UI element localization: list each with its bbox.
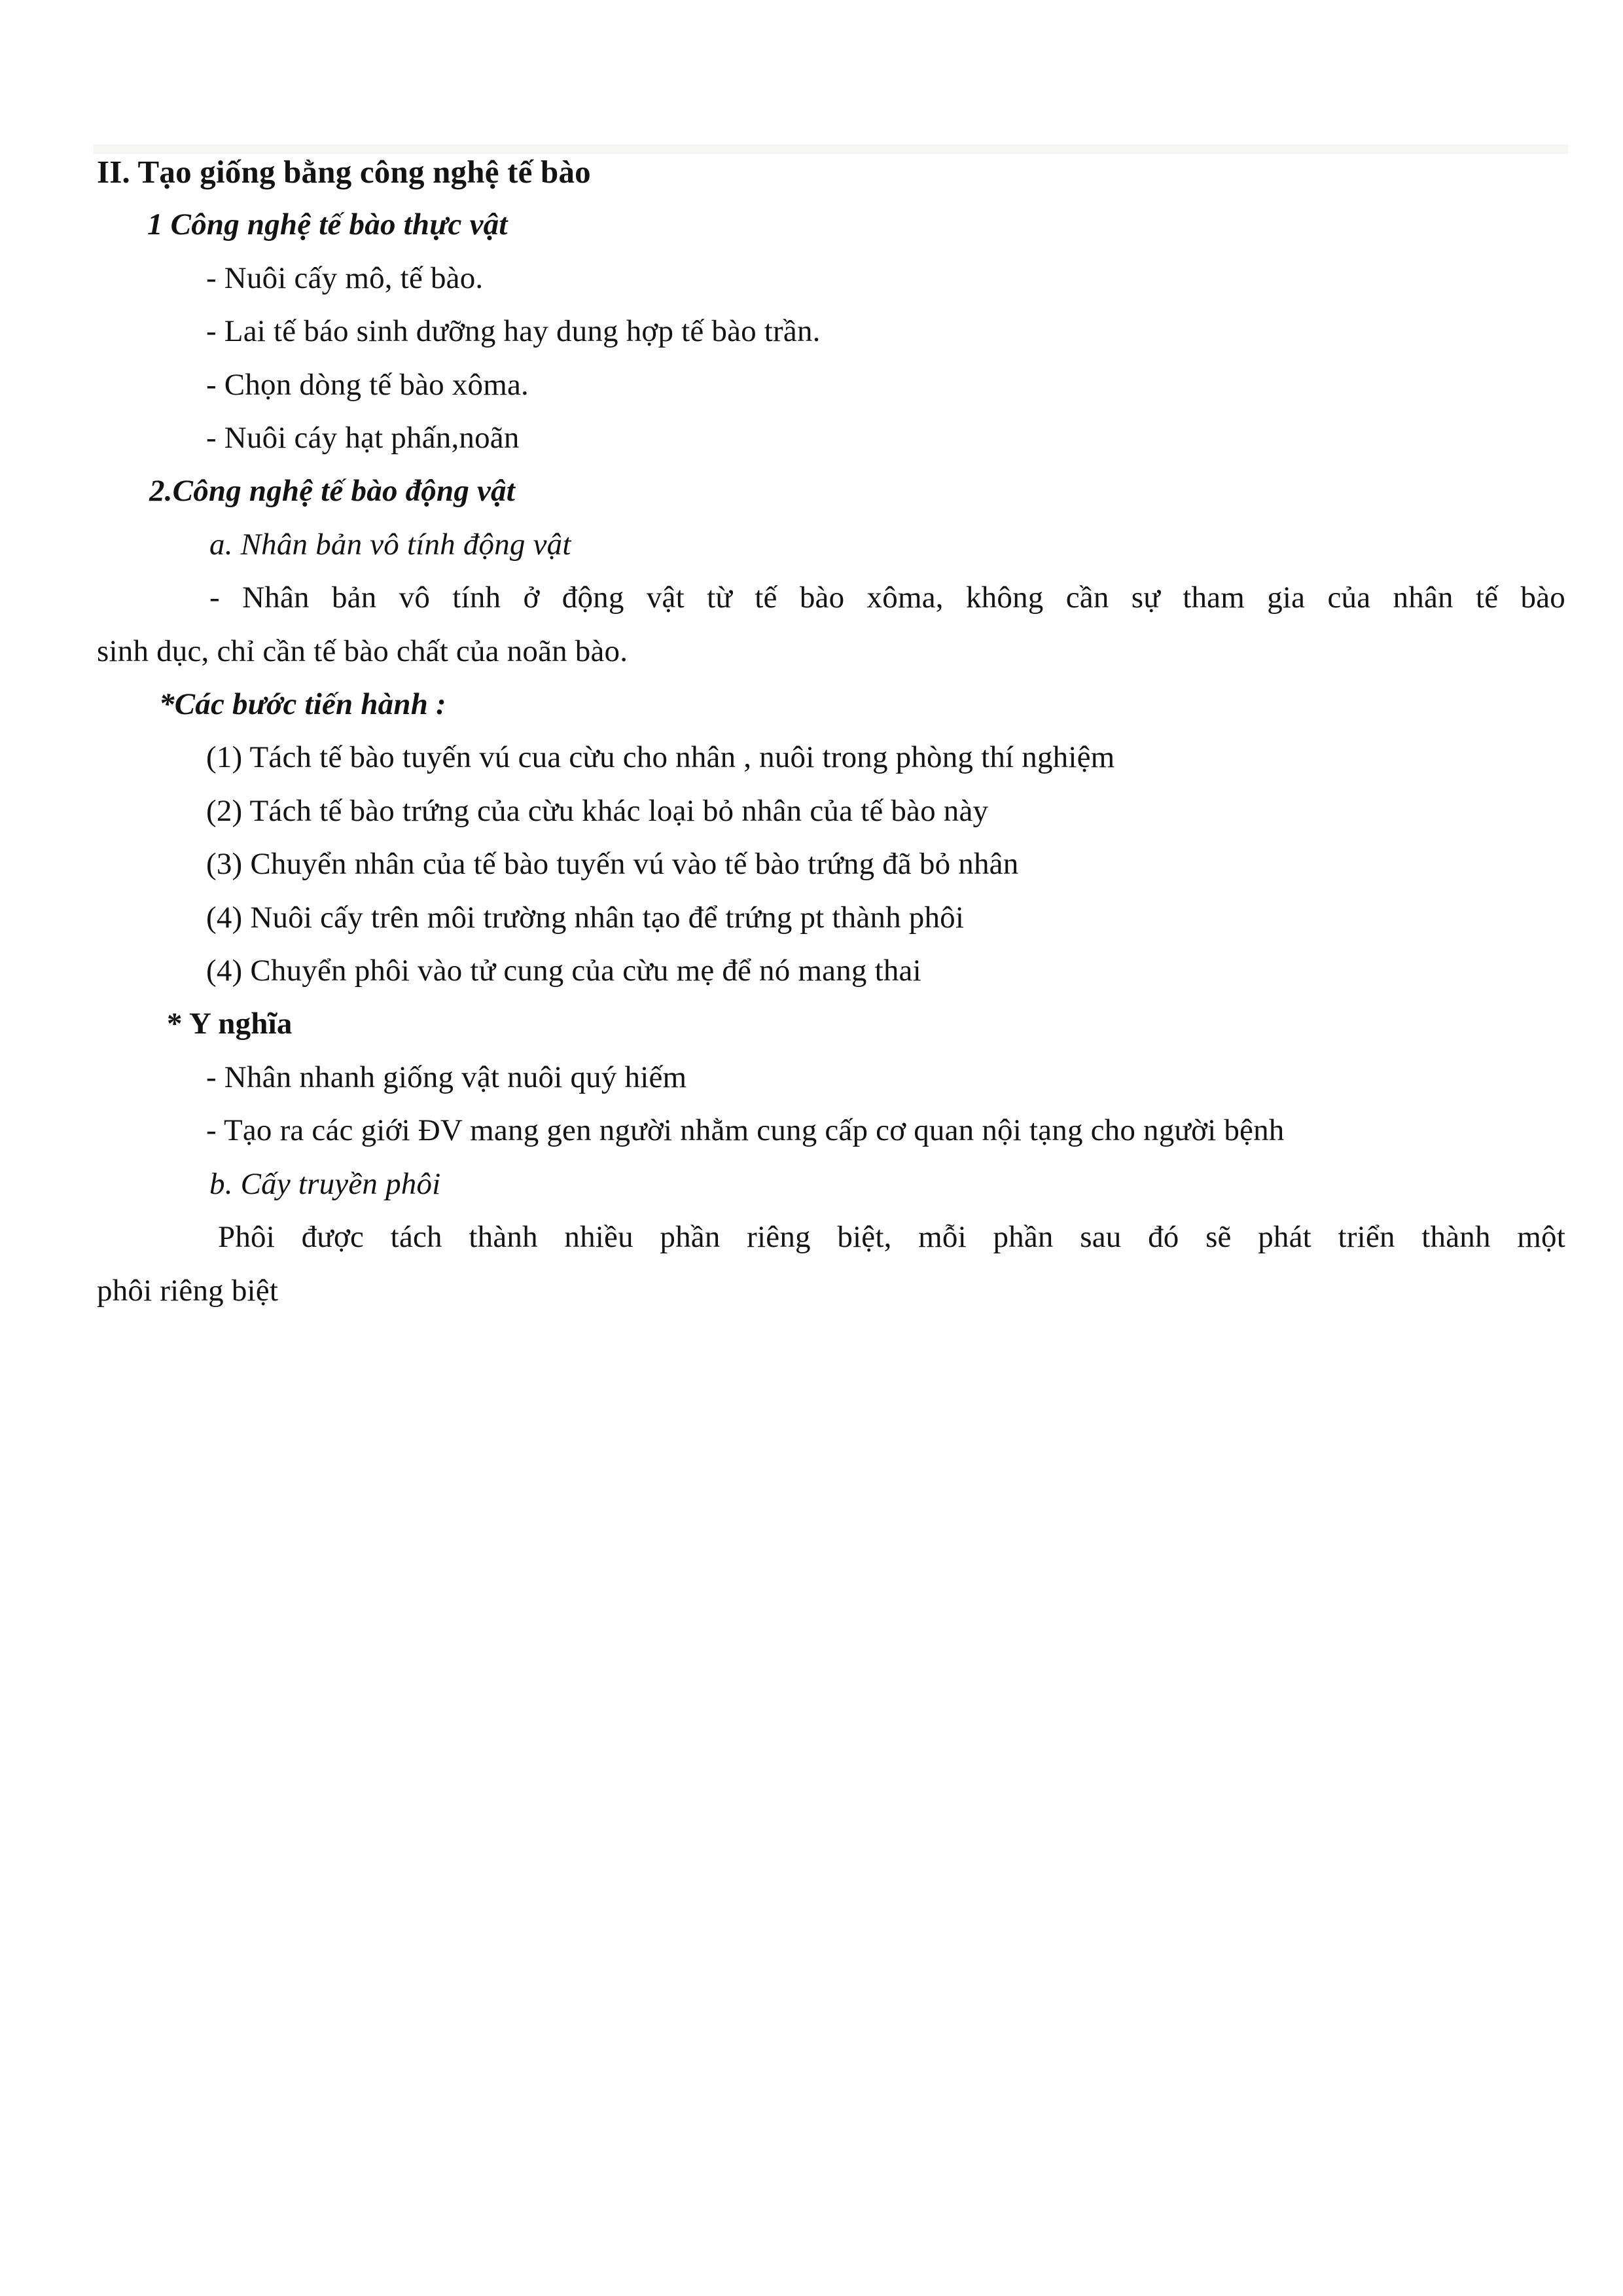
subheading-embryo-transfer: b. Cấy truyền phôi [209, 1167, 441, 1201]
paragraph-embryo-transfer-line-1: Phôi được tách thành nhiều phần riêng biệt, mỗi phần sau đó sẽ phát triển thành một [218, 1220, 1565, 1254]
section-heading-cell-technology: II. Tạo giống bằng công nghệ tế bào [97, 154, 591, 190]
procedure-step-2: (2) Tách tế bào trứng của cừu khác loại bỏ nhân của tế bào này [206, 794, 989, 828]
bullet-tissue-culture: - Nuôi cấy mô, tế bào. [206, 261, 484, 295]
procedure-step-1: (1) Tách tế bào tuyến vú cua cừu cho nhân , nuôi trong phòng thí nghiệm [206, 740, 1115, 774]
subheading-plant-cell-technology: 1 Công nghệ tế bào thực vật [147, 207, 508, 242]
procedure-step-3: (3) Chuyển nhân của tế bào tuyến vú vào tế bào trứng đã bỏ nhân [206, 847, 1019, 881]
bullet-transgenic-animals-organs: - Tạo ra các giới ĐV mang gen người nhằm cung cấp cơ quan nội tạng cho người bệnh [206, 1113, 1285, 1147]
paragraph-cloning-definition-line-1: - Nhân bản vô tính ở động vật từ tế bào xôma, không cần sự tham gia của nhân tế bào [209, 581, 1565, 615]
subheading-animal-cell-technology: 2.Công nghệ tế bào động vật [149, 474, 516, 508]
procedure-step-5: (4) Chuyển phôi vào tử cung của cừu mẹ để nó mang thai [206, 954, 921, 988]
bullet-pollen-ovule-culture: - Nuôi cáy hạt phấn,noãn [206, 421, 520, 455]
subheading-procedure-steps: *Các bước tiến hành : [159, 687, 446, 721]
bullet-somatic-cell-hybridization: - Lai tế báo sinh dưỡng hay dung hợp tế bào trần. [206, 314, 821, 348]
paragraph-embryo-transfer-line-2: phôi riêng biệt [97, 1274, 279, 1308]
bullet-somatic-line-selection: - Chọn dòng tế bào xôma. [206, 368, 529, 402]
paragraph-cloning-definition-line-2: sinh dục, chỉ cần tế bào chất của noãn bào. [97, 634, 628, 668]
procedure-step-4: (4) Nuôi cấy trên môi trường nhân tạo để trứng pt thành phôi [206, 901, 965, 935]
subheading-animal-cloning: a. Nhân bản vô tính động vật [209, 528, 571, 562]
subheading-significance: * Y nghĩa [167, 1007, 293, 1041]
bullet-rapid-breed-multiplication: - Nhân nhanh giống vật nuôi quý hiếm [206, 1060, 687, 1094]
